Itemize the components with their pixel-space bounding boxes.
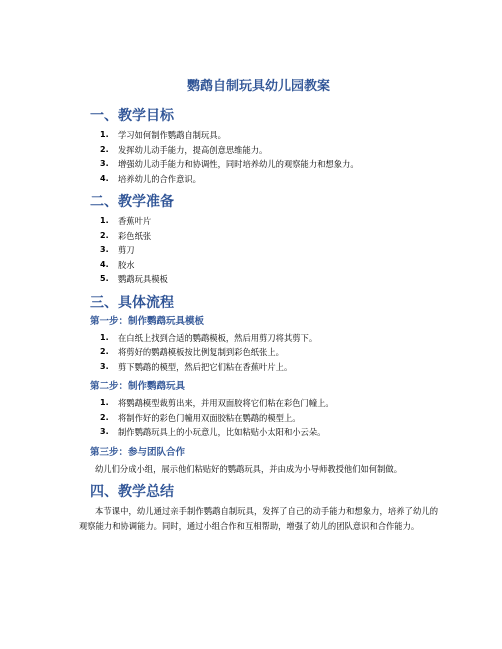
- list-number: 3.: [100, 361, 109, 371]
- list-item: [79, 331, 438, 346]
- step-1-list: [79, 331, 438, 375]
- list-item: [79, 411, 438, 426]
- step-heading-2: 第二步：制作鹦鹉玩具: [90, 381, 186, 392]
- list-item: [79, 229, 438, 244]
- objectives-list: [79, 128, 438, 186]
- list-item-text: 在白纸上找到合适的鹦鹉模板，然后用剪刀将其剪下。: [118, 332, 318, 343]
- list-number: 5.: [100, 274, 109, 283]
- list-item: [79, 172, 438, 187]
- list-item-text: 将制作好的彩色门幢用双面胶粘在鹦鹉的模型上。: [118, 412, 301, 423]
- list-item-text: 剪刀: [118, 245, 135, 255]
- list-number: 2.: [100, 230, 109, 240]
- section-heading-summary: 四、教学总结: [90, 484, 174, 500]
- list-item-text: 香蕉叶片: [118, 216, 152, 226]
- list-item: [79, 425, 438, 440]
- step-2-list: [79, 396, 438, 440]
- list-item: [79, 345, 438, 360]
- list-item-text: 剪下鹦鹉的模型，然后把它们粘在香蕉叶片上。: [118, 361, 293, 372]
- summary-paragraph: 本节课中，幼儿通过亲手制作鹦鹉自制玩具，发挥了自己的动手能力和想象力，培养了幼儿的观察能力和协调能力。同时，通过小组合作和互相帮助，增强了幼儿的团队意识和合作能力。: [79, 506, 438, 531]
- list-item-text: 培养幼儿的合作意识。: [118, 173, 201, 184]
- list-number: 1.: [100, 332, 109, 342]
- section-heading-objectives: 一、教学目标: [90, 108, 174, 124]
- list-item-text: 鹦鹉玩具模板: [118, 274, 168, 284]
- step-3-paragraph: 幼儿们分成小组，展示他们粘贴好的鹦鹉玩具，并由成为小导师教授他们如何制做。: [95, 463, 402, 474]
- list-number: 4.: [100, 259, 109, 269]
- list-item: [79, 272, 438, 287]
- list-item: [79, 214, 438, 229]
- list-item-text: 彩色纸张: [118, 230, 152, 241]
- list-item-text: 将剪好的鹦鹉模板按比例复制到彩色纸张上。: [118, 347, 284, 357]
- list-number: 2.: [100, 347, 109, 356]
- list-item: [79, 157, 438, 172]
- section-heading-preparation: 二、教学准备: [90, 194, 174, 210]
- document-title: 鹦鹉自制玩具幼儿园教案: [186, 79, 330, 94]
- list-item: [79, 243, 438, 258]
- list-item-text: 学习如何制作鹦鹉自制玩具。: [118, 130, 226, 140]
- step-heading-1: 第一步：制作鹦鹉玩具模板: [90, 315, 205, 327]
- list-number: 3.: [100, 427, 109, 436]
- list-number: 4.: [100, 173, 109, 183]
- list-number: 2.: [100, 412, 109, 422]
- preparation-list: [79, 214, 438, 287]
- list-item: [79, 143, 438, 158]
- list-number: 2.: [100, 144, 109, 154]
- list-item-text: 将鹦鹉模型裁剪出来，并用双面胶将它们粘在彩色门幢上。: [118, 398, 334, 408]
- list-item-text: 增强幼儿动手能力和协调性，同时培养幼儿的观察能力和想象力。: [118, 159, 359, 169]
- list-item: [79, 360, 438, 375]
- list-number: 3.: [100, 159, 109, 168]
- list-item-text: 胶水: [118, 259, 135, 270]
- list-item-text: 制作鹦鹉玩具上的小玩意儿，比如粘贴小太阳和小云朵。: [118, 427, 326, 437]
- list-number: 1.: [100, 216, 109, 225]
- list-item: [79, 396, 438, 411]
- list-item-text: 发挥幼儿动手能力，提高创意思维能力。: [118, 144, 268, 155]
- list-number: 3.: [100, 245, 109, 254]
- list-item: [79, 258, 438, 273]
- section-heading-procedure: 三、具体流程: [90, 294, 174, 311]
- step-heading-3: 第三步：参与团队合作: [90, 446, 186, 458]
- list-item: [79, 128, 438, 143]
- list-number: 1.: [100, 130, 109, 139]
- list-number: 1.: [100, 398, 109, 407]
